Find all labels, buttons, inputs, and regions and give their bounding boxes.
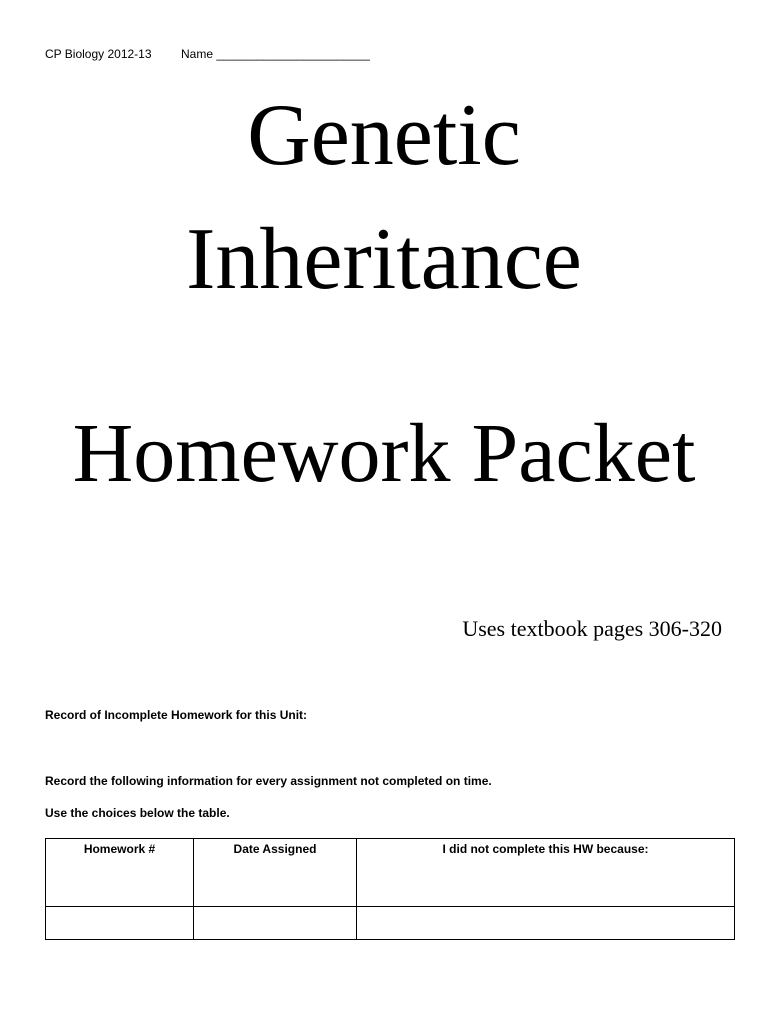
course-label: CP Biology 2012-13 [45,47,152,61]
table-cell-date-assigned[interactable] [194,907,357,940]
record-heading: Record of Incomplete Homework for this Unit: [45,708,308,722]
incomplete-homework-table [45,838,735,940]
table-cell-homework-number[interactable] [46,907,194,940]
title-line-inheritance: Inheritance [186,211,582,308]
table-header-row [46,839,735,907]
instruction-use-choices: Use the choices below the table. [45,806,230,820]
title-line-homework-packet: Homework Packet [72,407,696,500]
instruction-record-info: Record the following information for every assignment not completed on time. [45,774,492,788]
column-header-homework-number: Homework # [46,839,194,907]
title-line-genetic: Genetic [247,87,521,184]
table-cell-reason[interactable] [357,907,735,940]
page-header [45,47,370,61]
table-row [46,907,735,940]
column-header-date-assigned: Date Assigned [194,839,357,907]
name-field: Name _______________________ [181,47,370,61]
textbook-pages-note: Uses textbook pages 306-320 [462,616,722,641]
column-header-reason: I did not complete this HW because: [357,839,735,907]
